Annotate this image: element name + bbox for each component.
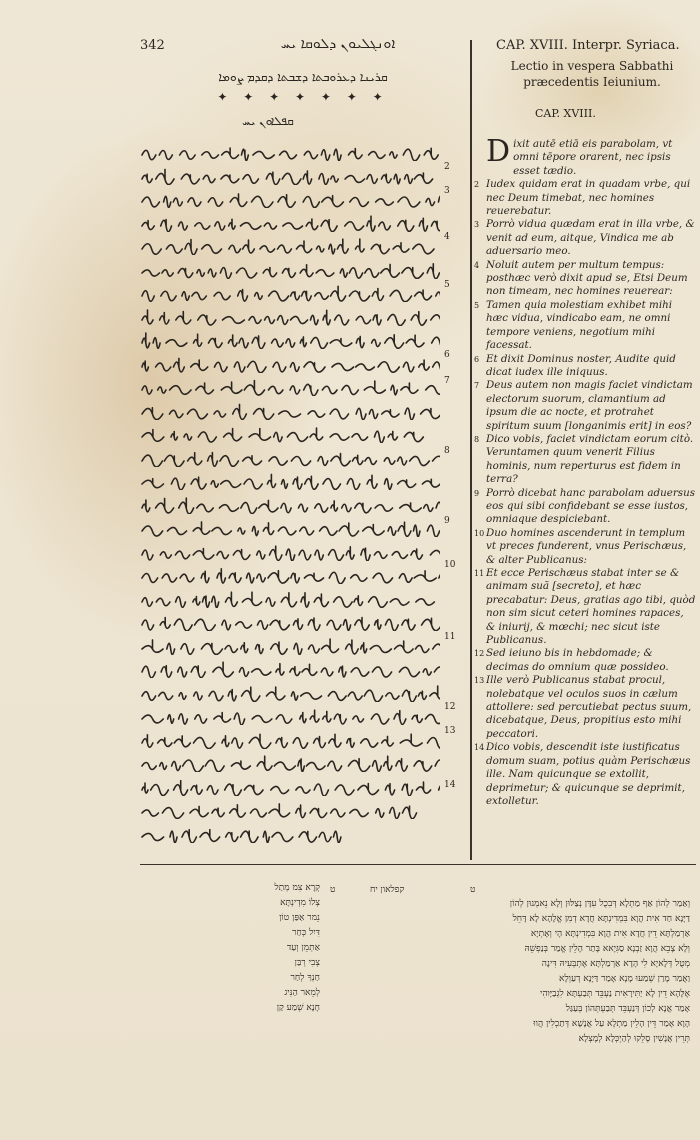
- hebrew-side-line: חָנָא שְׁמַע קַן: [276, 1003, 320, 1013]
- syriac-verse-number: 9: [444, 516, 450, 526]
- latin-verse: [474, 379, 696, 433]
- latin-verse: [478, 134, 696, 178]
- hebrew-line: אַרְמַלְתָּא דֵין חֲדָא אִית הֲוָא בִּמְדִינְתָּא הָי וְאָתְיָא: [530, 929, 690, 939]
- syriac-script-glyphs: [140, 543, 440, 561]
- syriac-text-line: [140, 657, 440, 681]
- syriac-text-line: [140, 610, 440, 634]
- latin-text-column: [474, 134, 696, 808]
- latin-verse-number: 12: [474, 649, 485, 659]
- syriac-script-glyphs: [140, 237, 440, 255]
- syriac-script-glyphs: [140, 754, 440, 772]
- hebrew-line: אֶלָּהָא דֵין לָא יַתִּירָאִית נַעְבֵּד תְּבַעְתָּא לִגְבַיָּוהִי: [539, 989, 690, 999]
- hebrew-side-line: אַתְמֵן וְעַד: [286, 943, 320, 953]
- syriac-text-line: [140, 446, 440, 470]
- syriac-text-line: [140, 798, 440, 822]
- syriac-script-glyphs: [140, 449, 440, 467]
- latin-verse-number: 11: [474, 569, 485, 578]
- syriac-verse-number: 7: [444, 376, 450, 386]
- latin-verse-text: Ille verò Publicanus stabat procul, nolebatque vel oculos suos in cælum attollere: sed percutiebat pectus suum, dicebatque, Deus, propitius esto mihi peccatori.: [486, 674, 692, 740]
- syriac-script-glyphs: [140, 660, 440, 678]
- syriac-verse-number: 2: [444, 162, 450, 172]
- syriac-script-glyphs: [140, 496, 440, 514]
- syriac-script-glyphs: [140, 613, 440, 631]
- syriac-text-line: [140, 258, 440, 282]
- hebrew-side-line: צְלוֹ מִדְינְתָּא: [280, 898, 320, 908]
- syriac-text-line: [140, 234, 440, 258]
- syriac-script-glyphs: [140, 425, 440, 443]
- drop-cap: D: [486, 134, 511, 169]
- syriac-verse-number: 13: [444, 726, 456, 736]
- syriac-verse-number: 8: [444, 446, 450, 456]
- latin-verse-text: Et dixit Dominus noster, Audite quid dicat iudex ille iniquus.: [486, 352, 676, 378]
- page-number: 342: [140, 38, 165, 53]
- syriac-text-line: [140, 211, 440, 235]
- syriac-script-glyphs: [140, 214, 440, 232]
- syriac-text-line: [140, 493, 440, 517]
- latin-verse-number: 5: [474, 300, 480, 310]
- syriac-script-glyphs: [140, 402, 440, 420]
- syriac-verse-number: 5: [444, 280, 450, 290]
- footer-divider: [140, 864, 696, 865]
- latin-verse: [474, 674, 696, 741]
- latin-verse-number: 3: [474, 220, 480, 230]
- syriac-script-glyphs: [140, 684, 440, 702]
- latin-verse-number: 6: [474, 354, 480, 364]
- latin-verse: [474, 526, 696, 567]
- hebrew-label-right: ט: [470, 885, 476, 895]
- syriac-script-glyphs: [140, 825, 440, 843]
- syriac-text-line: [140, 681, 440, 705]
- latin-verse-number: 14: [474, 743, 485, 753]
- latin-verse-text: Deus autem non magis faciet vindictam electorum suorum, clamantium ad ipsum die ac nocte, et protrahet spiritum suum [longanimis erit] in eos?: [486, 379, 693, 432]
- syriac-text-line: [140, 728, 440, 752]
- hebrew-side-line: לְמֵאר הַנִּיג: [284, 988, 320, 998]
- syriac-verse-number: 3: [444, 186, 450, 196]
- hebrew-line: אָמַר אֲנָא לְכוֹן דְּנַעְבֵּד תְּבַעְתְּהוֹן בְּעַגַּל: [565, 1004, 690, 1014]
- latin-verse-text: Duo homines ascenderunt in templum vt preces funderent, vnus Perischæus, & alter Publicanus:: [486, 526, 687, 566]
- latin-verse: [474, 647, 696, 674]
- latin-verse-text: Iudex quidam erat in quadam vrbe, qui nec Deum timebat, nec homines reuerebatur.: [486, 178, 691, 218]
- syriac-text-line: [140, 352, 440, 376]
- syriac-script-glyphs: [140, 261, 440, 279]
- syriac-text-line: [140, 164, 440, 188]
- syriac-script-glyphs: [140, 637, 440, 655]
- latin-verse: [474, 432, 696, 487]
- syriac-script-glyphs: [140, 308, 440, 326]
- syriac-script-glyphs: [140, 378, 440, 396]
- syriac-text-column: [140, 140, 440, 845]
- syriac-text-line: [140, 516, 440, 540]
- syriac-script-glyphs: [140, 143, 440, 161]
- syriac-text-line: [140, 540, 440, 564]
- syriac-chapter-heading: ܩܦܠܐܘܢ ܝܚ: [242, 114, 294, 128]
- syriac-script-glyphs: [140, 566, 440, 584]
- syriac-text-line: [140, 469, 440, 493]
- latin-lection-title: Lectio in vespera Sabbathi præcedentis Ieiunium.: [510, 59, 674, 89]
- latin-verse: [474, 741, 696, 808]
- latin-verse-number: 7: [474, 381, 480, 391]
- syriac-script-glyphs: [140, 355, 440, 373]
- syriac-verse-number: 14: [444, 780, 456, 790]
- column-divider: [470, 40, 472, 860]
- latin-verse-number: 13: [474, 676, 485, 686]
- hebrew-side-line: צְבִי רְבַּן: [294, 958, 320, 968]
- hebrew-label-chapter: קפלאון יח: [370, 885, 405, 895]
- syriac-text-line: [140, 375, 440, 399]
- syriac-text-line: [140, 587, 440, 611]
- syriac-script-glyphs: [140, 801, 440, 819]
- latin-verse-text: Dico vobis, descendit iste iustificatus domum suam, potius quàm Perischæus ille. Nam quicunque se extollit, deprimetur; & quicunque se deprimit, extolletur.: [486, 741, 691, 807]
- hebrew-line: וְאַמַר לְהוֹן אַף מַתְלָא דְּבִכֻל עִדָּן נְצַלּוּן וְלָא נֵאמְנוּן לְהוֹן: [509, 899, 690, 909]
- latin-verse-text: Sed ieiuno bis in hebdomade; & decimas do omnium quæ possideo.: [486, 647, 669, 673]
- hebrew-line: דַיָּנָא חַד אִית הֲוָא בִּמְדִינְתָּא חֲדָא דְמִן אֱלָהָא לָא דָּחֵל: [512, 914, 690, 924]
- hebrew-line: וַאֲמַר מָרַן שְׁמַעוּ מָנָא אָמַר דַּיָּנָא דְעַוְלָא: [559, 974, 690, 984]
- syriac-verse-number: 12: [444, 702, 456, 712]
- syriac-script-glyphs: [140, 331, 440, 349]
- syriac-verse-number: 10: [444, 560, 456, 570]
- latin-verse-text: Porrò dicebat hanc parabolam aduersus eos qui sibi confidebant se esse iustos, omniaque despiciebant.: [486, 486, 695, 526]
- hebrew-side-line: חַנְךָ לְחַר: [290, 973, 320, 983]
- hebrew-side-line: נֵמר אַפַּן טוֹן: [279, 913, 320, 923]
- syriac-running-header: ܐܘܢܓܠܝܘܢ ܕܠܘܩܐ ܝܚ: [280, 36, 396, 52]
- hebrew-label-left: ט: [330, 885, 336, 895]
- latin-verse-text: Noluit autem per multum tempus: posthæc verò dixit apud se, Etsi Deum non timeam, nec homines reuerear:: [486, 258, 688, 298]
- latin-verse-text: ixit autē etiā eis parabolam, vt omni tēpore orarent, nec ipsis esset tædio.: [513, 138, 673, 177]
- latin-verse-number: 4: [474, 260, 480, 270]
- latin-verse-number: 8: [474, 434, 480, 444]
- syriac-script-glyphs: [140, 590, 440, 608]
- syriac-text-line: [140, 751, 440, 775]
- syriac-script-glyphs: [140, 519, 440, 537]
- latin-verse-text: Tamen quia molestiam exhibet mihi hæc vidua, vindicabo eam, ne omni tempore veniens, negotium mihi facessat.: [486, 298, 673, 352]
- syriac-verse-number: 6: [444, 350, 450, 360]
- syriac-text-line: [140, 328, 440, 352]
- hebrew-side-line: דִּיִל כְּחַר: [292, 928, 320, 938]
- syriac-text-line: [140, 140, 440, 164]
- syriac-verse-number: 4: [444, 232, 450, 242]
- hebrew-line: וְלָא צָבֵא הֲוָא זַבְנָא סַגִּיָאא בָּתַר הָלֵין אֱמַר בְּנַפְשֵׁהּ: [524, 944, 690, 954]
- syriac-text-line: [140, 305, 440, 329]
- syriac-script-glyphs: [140, 190, 440, 208]
- syriac-ornament-line: ✦ ✦ ✦ ✦ ✦ ✦ ✦: [217, 90, 389, 104]
- syriac-script-glyphs: [140, 707, 440, 725]
- latin-verse: [474, 218, 696, 258]
- latin-verse-text: Porrò vidua quædam erat in illa vrbe, & venit ad eum, aitque, Vindica me ab aduersario meo.: [486, 218, 695, 258]
- latin-verse-number: 9: [474, 488, 480, 498]
- syriac-text-line: [140, 563, 440, 587]
- syriac-text-line: [140, 187, 440, 211]
- latin-verse-number: 10: [474, 528, 485, 538]
- syriac-text-line: [140, 422, 440, 446]
- latin-verse: [474, 352, 696, 380]
- latin-verse: [474, 178, 696, 218]
- latin-verse: [474, 567, 696, 647]
- syriac-script-glyphs: [140, 284, 440, 302]
- latin-verse: [474, 258, 696, 299]
- syriac-text-line: [140, 822, 440, 846]
- latin-running-header: CAP. XVIII. Interpr. Syriaca.: [496, 38, 680, 53]
- syriac-text-line: [140, 775, 440, 799]
- latin-verse: [474, 298, 696, 353]
- hebrew-line: תְּרֵין אֲנָשִׁין סְלֵקוּ לְהַיְכְּלָא לְמֶצְלָא: [578, 1034, 690, 1044]
- latin-verse-text: Et ecce Perischæus stabat inter se & animam suã [secreto], et hæc precabatur: Deus, gratias ago tibi, quòd non sim sicut ceteri homines rapaces, & iniurij, & mœchi; nec sicut iste Publicanus.: [486, 567, 696, 647]
- syriac-script-glyphs: [140, 778, 440, 796]
- syriac-text-line: [140, 281, 440, 305]
- syriac-lection-title: ܩܪܝܢܐ ܕܥܪܘܒܬܐ ܕܫܒܬܐ ܕܩܕܡ ܨܘܡܐ: [218, 70, 388, 84]
- syriac-text-line: [140, 399, 440, 423]
- hebrew-line: הָוָא אָמַר דֵּין הָלֵין מַתְלָא עַל אֲנָשָׁא דְּתַכְלִין הֲווּ: [533, 1019, 690, 1029]
- latin-verse: [474, 486, 696, 527]
- syriac-script-glyphs: [140, 731, 440, 749]
- syriac-verse-number: 11: [444, 632, 456, 642]
- latin-chapter-heading: CAP. XVIII.: [535, 107, 596, 120]
- syriac-script-glyphs: [140, 472, 440, 490]
- latin-verse-number: 2: [474, 180, 480, 190]
- syriac-text-line: [140, 634, 440, 658]
- latin-verse-text: Dico vobis, faciet vindictam eorum citò. Veruntamen quum venerit Filius hominis, num reperturus est fidem in terra?: [486, 432, 694, 486]
- hebrew-line: מְטֻל דְּלָאיָא לִי הָדָא אַרְמַלְתָּא אֶתְבְּעִיהּ דִּינָה: [541, 959, 690, 969]
- syriac-text-line: [140, 704, 440, 728]
- syriac-script-glyphs: [140, 167, 440, 185]
- hebrew-side-line: קְרָא צִמ מְתַל: [274, 883, 320, 893]
